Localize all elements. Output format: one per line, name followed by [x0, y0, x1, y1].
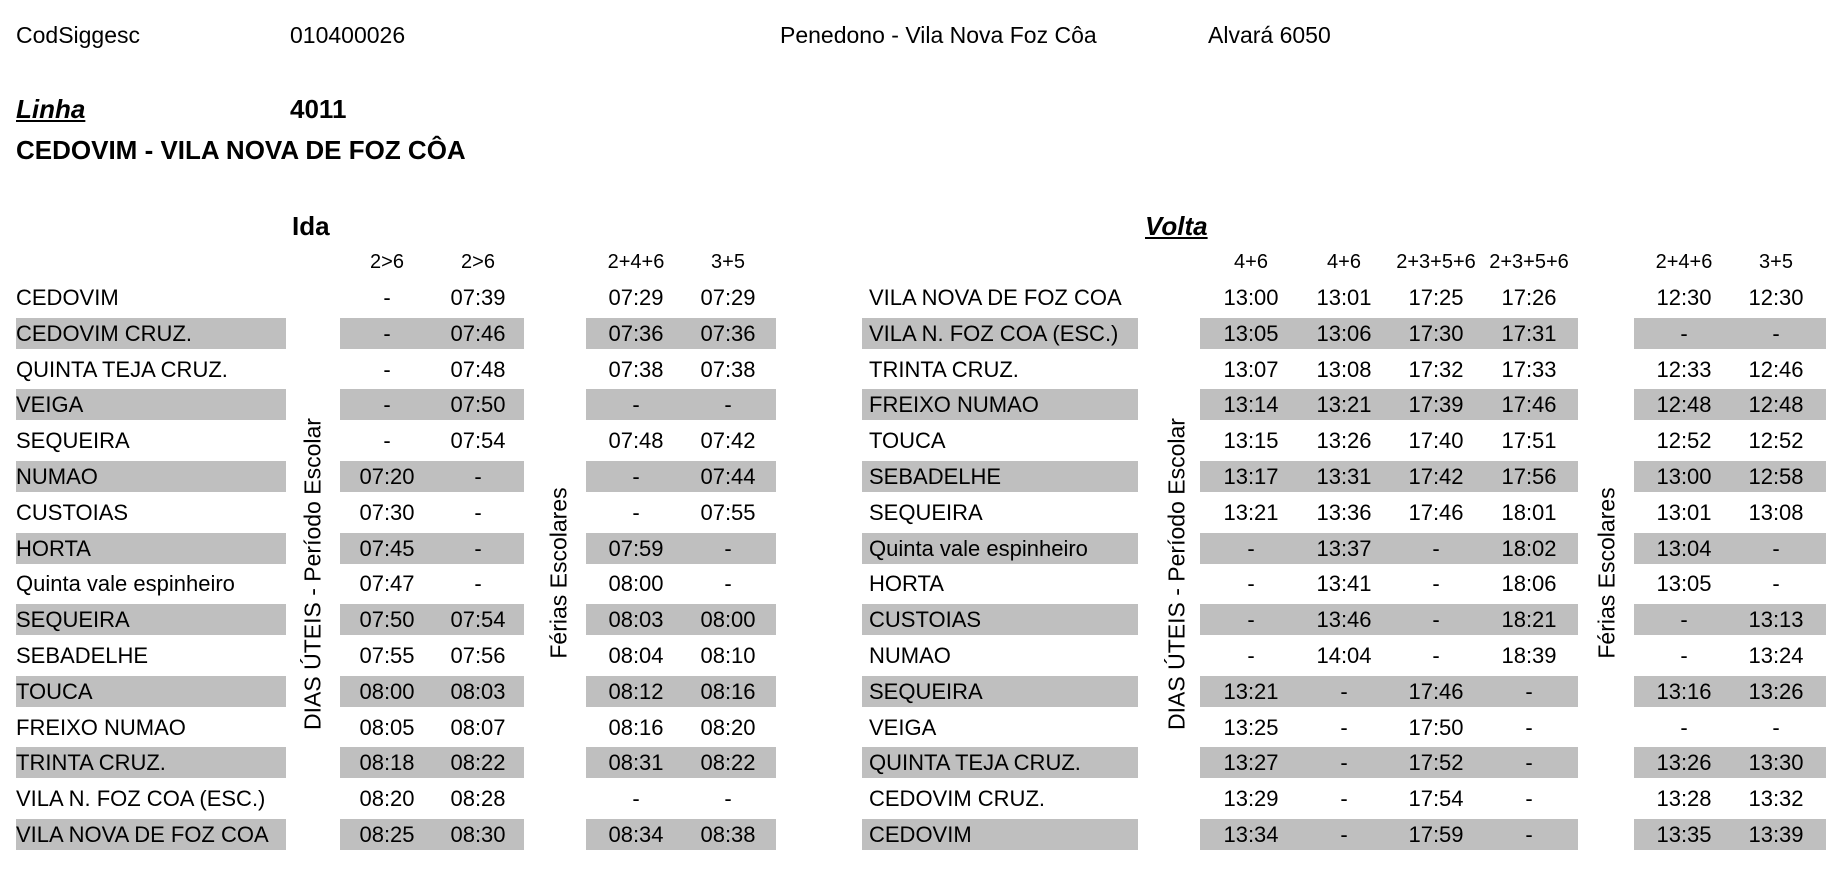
- volta-stop-name: QUINTA TEJA CRUZ.: [869, 750, 1081, 776]
- volta-time-cell: 12:30: [1748, 285, 1804, 310]
- line-title: CEDOVIM - VILA NOVA DE FOZ CÔA: [16, 135, 466, 165]
- volta-stop-name: TRINTA CRUZ.: [869, 356, 1019, 382]
- ida-time-cell: -: [724, 392, 732, 418]
- volta-time-cell: 12:52: [1656, 428, 1712, 454]
- volta-stop-name: SEQUEIRA: [869, 678, 983, 704]
- ida-stop-name: CEDOVIM CRUZ.: [16, 320, 192, 346]
- ida-time-cell: 07:38: [700, 356, 756, 382]
- volta-time-cell: 13:05: [1656, 571, 1712, 597]
- volta-time-cell: 13:01: [1656, 499, 1712, 525]
- ida-time-cell: 08:03: [450, 678, 506, 704]
- volta-stop-name: NUMAO: [869, 643, 951, 668]
- ida-time-cell: -: [474, 499, 482, 525]
- volta-time-cell: 13:13: [1748, 607, 1804, 633]
- ida-time-cell: 08:34: [608, 822, 664, 847]
- volta-time-cell: 13:41: [1316, 571, 1372, 597]
- ida-time-cell: -: [724, 786, 732, 812]
- ida-time-cell: -: [632, 786, 640, 812]
- ida-title: Ida: [292, 211, 330, 241]
- volta-time-cell: -: [1525, 786, 1533, 812]
- ida-time-cell: 07:48: [450, 356, 506, 382]
- ida-time-cell: -: [632, 464, 640, 489]
- ida-time-cell: 07:42: [700, 428, 756, 454]
- ida-time-cell: 07:55: [359, 643, 415, 668]
- ida-time-cell: 08:38: [700, 822, 756, 847]
- volta-time-cell: 17:25: [1408, 285, 1464, 310]
- ida-stop-name: VEIGA: [16, 392, 84, 418]
- volta-title: Volta: [1145, 211, 1208, 241]
- volta-time-cell: 13:36: [1316, 499, 1372, 525]
- volta-time-cell: 17:40: [1408, 428, 1464, 454]
- volta-time-cell: -: [1525, 822, 1533, 847]
- volta-time-cell: 12:58: [1748, 464, 1804, 489]
- ida-stop-name: TOUCA: [16, 678, 93, 704]
- volta-time-cell: 12:46: [1748, 356, 1804, 382]
- ida-stop-name: TRINTA CRUZ.: [16, 750, 166, 776]
- ida-time-cell: 08:00: [359, 678, 415, 704]
- ida-time-cell: 07:50: [359, 607, 415, 633]
- volta-time-cell: 17:32: [1408, 356, 1464, 382]
- volta-time-cell: 17:30: [1408, 320, 1464, 346]
- volta-stop-name: Quinta vale espinheiro: [869, 535, 1088, 561]
- volta-time-cell: 18:39: [1501, 643, 1557, 668]
- volta-holiday-label: Férias Escolares: [1593, 487, 1620, 659]
- volta-stop-name: VILA NOVA DE FOZ COA: [869, 285, 1122, 310]
- ida-time-cell: -: [383, 428, 391, 454]
- ida-stop-name: VILA N. FOZ COA (ESC.): [16, 786, 266, 812]
- ida-time-cell: -: [474, 571, 482, 597]
- volta-stop-name: CEDOVIM: [869, 822, 972, 847]
- volta-time-cell: 13:26: [1316, 428, 1372, 454]
- ida-time-cell: 08:25: [359, 822, 415, 847]
- volta-time-cell: 13:37: [1316, 535, 1372, 561]
- volta-stop-name: CUSTOIAS: [869, 607, 982, 633]
- volta-col-header: 2+3+5+6: [1489, 251, 1569, 273]
- ida-school-period-label: DIAS ÚTEIS - Período Escolar: [299, 418, 326, 730]
- volta-time-cell: 17:46: [1408, 678, 1464, 704]
- ida-stop-name: VILA NOVA DE FOZ COA: [16, 822, 269, 847]
- volta-time-cell: 13:26: [1748, 678, 1804, 704]
- volta-time-cell: 13:07: [1223, 356, 1279, 382]
- ida-time-cell: 07:59: [608, 535, 664, 561]
- ida-time-cell: 07:50: [450, 392, 506, 418]
- volta-time-cell: 13:31: [1316, 464, 1372, 489]
- ida-time-cell: -: [724, 535, 732, 561]
- volta-time-cell: 13:21: [1223, 499, 1279, 525]
- ida-time-cell: 07:46: [450, 320, 506, 346]
- ida-stop-name: Quinta vale espinheiro: [16, 571, 235, 597]
- volta-col-header: 3+5: [1759, 251, 1793, 273]
- volta-time-cell: 12:48: [1748, 392, 1804, 418]
- volta-col-header: 4+6: [1327, 251, 1361, 273]
- volta-time-cell: 14:04: [1316, 643, 1372, 668]
- codsiggesc-value: 010400026: [290, 22, 406, 48]
- ida-time-cell: 07:36: [700, 320, 756, 346]
- ida-time-cell: -: [632, 392, 640, 418]
- volta-time-cell: -: [1432, 607, 1440, 633]
- volta-time-cell: -: [1772, 535, 1780, 561]
- volta-time-cell: 13:30: [1748, 750, 1804, 776]
- volta-time-cell: -: [1247, 535, 1255, 561]
- volta-time-cell: 13:16: [1656, 678, 1712, 704]
- ida-time-cell: 08:04: [608, 643, 664, 668]
- ida-time-cell: 07:47: [359, 571, 415, 597]
- volta-time-cell: 13:29: [1223, 786, 1279, 812]
- volta-time-cell: 13:27: [1223, 750, 1279, 776]
- ida-time-cell: 08:10: [700, 643, 756, 668]
- volta-time-cell: 17:51: [1501, 428, 1557, 454]
- volta-time-cell: -: [1340, 822, 1348, 847]
- volta-col-header: 2+4+6: [1655, 251, 1713, 273]
- volta-time-cell: -: [1340, 714, 1348, 740]
- volta-time-cell: 13:14: [1223, 392, 1279, 418]
- volta-time-cell: 13:24: [1748, 643, 1804, 668]
- volta-time-cell: -: [1680, 607, 1688, 633]
- volta-time-cell: -: [1247, 607, 1255, 633]
- ida-stop-name: CUSTOIAS: [16, 499, 129, 525]
- volta-time-cell: 13:34: [1223, 822, 1279, 847]
- ida-time-cell: -: [383, 356, 391, 382]
- volta-stop-name: VEIGA: [869, 714, 937, 740]
- ida-time-cell: 08:00: [608, 571, 664, 597]
- volta-time-cell: 13:01: [1316, 285, 1372, 310]
- ida-stop-name: HORTA: [16, 535, 91, 561]
- ida-time-cell: 07:38: [608, 356, 664, 382]
- volta-time-cell: 18:02: [1501, 535, 1557, 561]
- volta-time-cell: -: [1680, 714, 1688, 740]
- ida-time-cell: 08:12: [608, 678, 664, 704]
- volta-time-cell: 13:35: [1656, 822, 1712, 847]
- ida-time-cell: 07:30: [359, 499, 415, 525]
- volta-stop-name: SEBADELHE: [869, 464, 1002, 489]
- volta-time-cell: 12:48: [1656, 392, 1712, 418]
- volta-time-cell: -: [1772, 320, 1780, 346]
- ida-stop-name: SEQUEIRA: [16, 428, 130, 454]
- ida-time-cell: 08:03: [608, 607, 664, 633]
- ida-time-cell: 07:29: [608, 285, 664, 310]
- volta-time-cell: 12:30: [1656, 285, 1712, 310]
- volta-time-cell: -: [1432, 571, 1440, 597]
- volta-col-header: 2+3+5+6: [1396, 251, 1476, 273]
- volta-time-cell: 13:08: [1748, 499, 1804, 525]
- volta-stop-name: SEQUEIRA: [869, 499, 983, 525]
- volta-time-cell: 17:42: [1408, 464, 1464, 489]
- volta-time-cell: -: [1340, 750, 1348, 776]
- volta-time-cell: 17:46: [1408, 499, 1464, 525]
- volta-col-header: 4+6: [1234, 251, 1268, 273]
- ida-time-cell: 08:22: [700, 750, 756, 776]
- volta-time-cell: 17:59: [1408, 822, 1464, 847]
- volta-time-cell: 17:33: [1501, 356, 1557, 382]
- volta-time-cell: 17:52: [1408, 750, 1464, 776]
- ida-stop-name: FREIXO NUMAO: [16, 714, 186, 740]
- volta-time-cell: 17:26: [1501, 285, 1557, 310]
- volta-time-cell: 13:46: [1316, 607, 1372, 633]
- volta-time-cell: 17:46: [1501, 392, 1557, 418]
- ida-time-cell: -: [383, 320, 391, 346]
- ida-time-cell: 07:39: [450, 285, 506, 310]
- volta-school-period-label: DIAS ÚTEIS - Período Escolar: [1163, 418, 1190, 730]
- volta-time-cell: -: [1525, 714, 1533, 740]
- volta-time-cell: 12:33: [1656, 356, 1712, 382]
- volta-time-cell: 13:17: [1223, 464, 1279, 489]
- volta-time-cell: -: [1432, 643, 1440, 668]
- volta-time-cell: 13:32: [1748, 786, 1804, 812]
- volta-time-cell: 13:00: [1223, 285, 1279, 310]
- codsiggesc-label: CodSiggesc: [16, 22, 141, 48]
- ida-time-cell: 07:45: [359, 535, 415, 561]
- ida-holiday-label: Férias Escolares: [545, 487, 572, 659]
- route-name: Penedono - Vila Nova Foz Côa: [780, 22, 1097, 48]
- volta-time-cell: 18:06: [1501, 571, 1557, 597]
- ida-time-cell: 07:55: [700, 499, 756, 525]
- ida-time-cell: -: [724, 571, 732, 597]
- volta-time-cell: 13:39: [1748, 822, 1804, 847]
- volta-time-cell: 13:00: [1656, 464, 1712, 489]
- volta-stop-name: HORTA: [869, 571, 944, 597]
- line-number: 4011: [290, 94, 347, 124]
- ida-stop-name: QUINTA TEJA CRUZ.: [16, 356, 228, 382]
- ida-time-cell: 07:54: [450, 428, 506, 454]
- volta-time-cell: 13:04: [1656, 535, 1712, 561]
- volta-time-cell: 13:08: [1316, 356, 1372, 382]
- volta-time-cell: 17:31: [1501, 320, 1557, 346]
- volta-time-cell: -: [1525, 678, 1533, 704]
- ida-time-cell: 07:48: [608, 428, 664, 454]
- volta-time-cell: 13:21: [1223, 678, 1279, 704]
- ida-time-cell: 07:56: [450, 643, 506, 668]
- volta-time-cell: -: [1772, 571, 1780, 597]
- volta-time-cell: 13:15: [1223, 428, 1279, 454]
- ida-time-cell: 08:31: [608, 750, 664, 776]
- volta-time-cell: -: [1432, 535, 1440, 561]
- ida-time-cell: 08:16: [700, 678, 756, 704]
- ida-time-cell: 07:29: [700, 285, 756, 310]
- volta-time-cell: 17:39: [1408, 392, 1464, 418]
- ida-col-header: 2+4+6: [607, 251, 665, 273]
- volta-time-cell: 13:26: [1656, 750, 1712, 776]
- volta-stop-name: FREIXO NUMAO: [869, 392, 1039, 418]
- ida-time-cell: -: [632, 499, 640, 525]
- ida-time-cell: 07:44: [700, 464, 756, 489]
- ida-time-cell: 08:05: [359, 714, 415, 740]
- ida-stop-name: NUMAO: [16, 464, 98, 489]
- volta-time-cell: 13:28: [1656, 786, 1712, 812]
- ida-time-cell: -: [474, 535, 482, 561]
- ida-time-cell: 08:16: [608, 714, 664, 740]
- ida-time-cell: 08:18: [359, 750, 415, 776]
- ida-time-cell: 08:28: [450, 786, 506, 812]
- ida-time-cell: 07:54: [450, 607, 506, 633]
- ida-time-cell: -: [383, 392, 391, 418]
- ida-time-cell: 08:22: [450, 750, 506, 776]
- volta-stop-name: CEDOVIM CRUZ.: [869, 786, 1045, 812]
- ida-stop-name: SEQUEIRA: [16, 607, 130, 633]
- volta-time-cell: -: [1247, 571, 1255, 597]
- ida-stop-name: SEBADELHE: [16, 643, 149, 668]
- volta-time-cell: 18:01: [1501, 499, 1557, 525]
- ida-time-cell: 08:30: [450, 822, 506, 847]
- volta-time-cell: 17:50: [1408, 714, 1464, 740]
- volta-time-cell: -: [1340, 786, 1348, 812]
- volta-time-cell: -: [1525, 750, 1533, 776]
- ida-time-cell: -: [474, 464, 482, 489]
- ida-time-cell: -: [383, 285, 391, 310]
- ida-time-cell: 08:20: [700, 714, 756, 740]
- line-label: Linha: [16, 94, 86, 124]
- volta-time-cell: -: [1680, 320, 1688, 346]
- volta-time-cell: 18:21: [1501, 607, 1557, 633]
- volta-time-cell: 13:05: [1223, 320, 1279, 346]
- volta-time-cell: 17:54: [1408, 786, 1464, 812]
- volta-time-cell: 13:21: [1316, 392, 1372, 418]
- volta-time-cell: 13:06: [1316, 320, 1372, 346]
- volta-stop-name: VILA N. FOZ COA (ESC.): [869, 320, 1119, 346]
- volta-time-cell: -: [1772, 714, 1780, 740]
- ida-stop-name: CEDOVIM: [16, 285, 119, 310]
- ida-time-cell: 08:00: [700, 607, 756, 633]
- ida-time-cell: 07:36: [608, 320, 664, 346]
- ida-col-header: 3+5: [711, 251, 745, 273]
- ida-col-header: 2>6: [461, 251, 495, 273]
- volta-time-cell: -: [1340, 678, 1348, 704]
- volta-time-cell: -: [1680, 643, 1688, 668]
- ida-time-cell: 07:20: [359, 464, 415, 489]
- volta-time-cell: 17:56: [1501, 464, 1557, 489]
- volta-time-cell: -: [1247, 643, 1255, 668]
- ida-time-cell: 08:20: [359, 786, 415, 812]
- alvara-number: Alvará 6050: [1208, 22, 1331, 48]
- volta-time-cell: 12:52: [1748, 428, 1804, 454]
- volta-time-cell: 13:25: [1223, 714, 1279, 740]
- ida-time-cell: 08:07: [450, 714, 506, 740]
- ida-col-header: 2>6: [370, 251, 404, 273]
- volta-stop-name: TOUCA: [869, 428, 946, 454]
